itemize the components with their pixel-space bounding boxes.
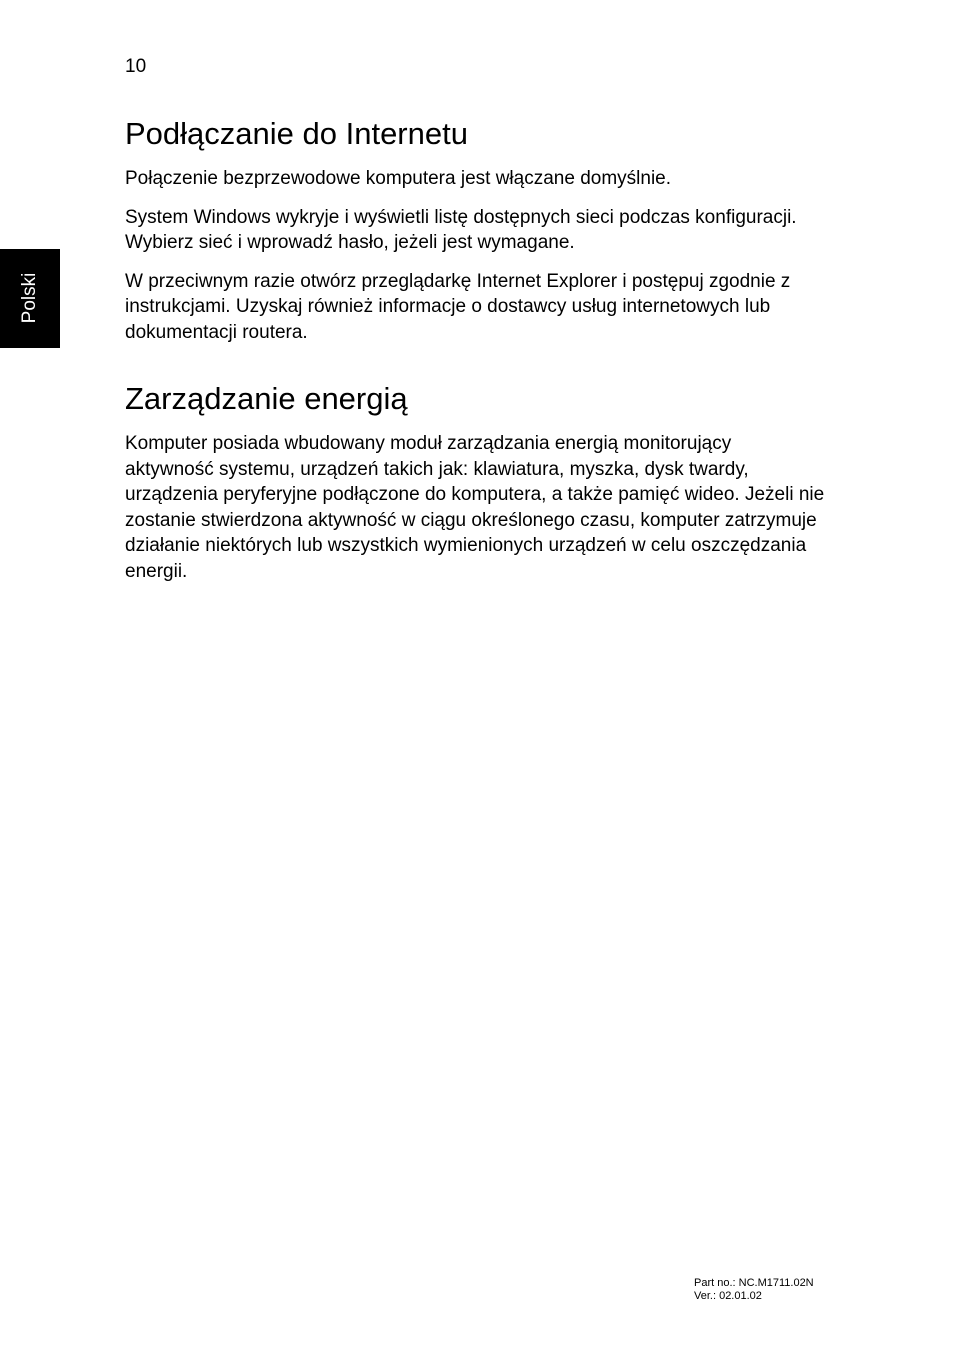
footer [694, 1277, 814, 1303]
part-number: Part no.: NC.M1711.02N [694, 1277, 814, 1289]
paragraph-windows-networks: System Windows wykryje i wyświetli listę dostępnych sieci podczas konfiguracji. Wybierz sieć i wprowadź hasło, jeżeli jest wymagane. [125, 206, 797, 253]
language-tab-label: Polski [19, 272, 40, 324]
section-heading-internet: Podłączanie do Internetu [125, 116, 468, 151]
language-tab [0, 249, 60, 348]
paragraph-internet-explorer: W przeciwnym razie otwórz przeglądarkę Internet Explorer i postępuj zgodnie z instrukcjami. Uzyskaj również informacje o dostawcy usług internetowych lub dokumentacji routera. [125, 270, 791, 343]
section-heading-power: Zarządzanie energią [125, 381, 408, 416]
paragraph-wireless-default: Połączenie bezprzewodowe komputera jest włączane domyślnie. [125, 168, 672, 189]
version-number: Ver.: 02.01.02 [694, 1290, 762, 1302]
page-number: 10 [125, 56, 147, 77]
paragraph-power-management: Komputer posiada wbudowany moduł zarządzania energią monitorujący aktywność systemu, urządzeń takich jak: klawiatura, myszka, dysk twardy, urządzenia peryferyjne podłączone do komputera, a także pamięć wideo. Jeżeli nie zostanie stwierdzona aktywność w ciągu określonego czasu, komputer zatrzymuje działanie niektórych lub wszystkich wymienionych urządzeń w celu oszczędzania energii. [125, 433, 825, 582]
page-content [125, 114, 825, 597]
